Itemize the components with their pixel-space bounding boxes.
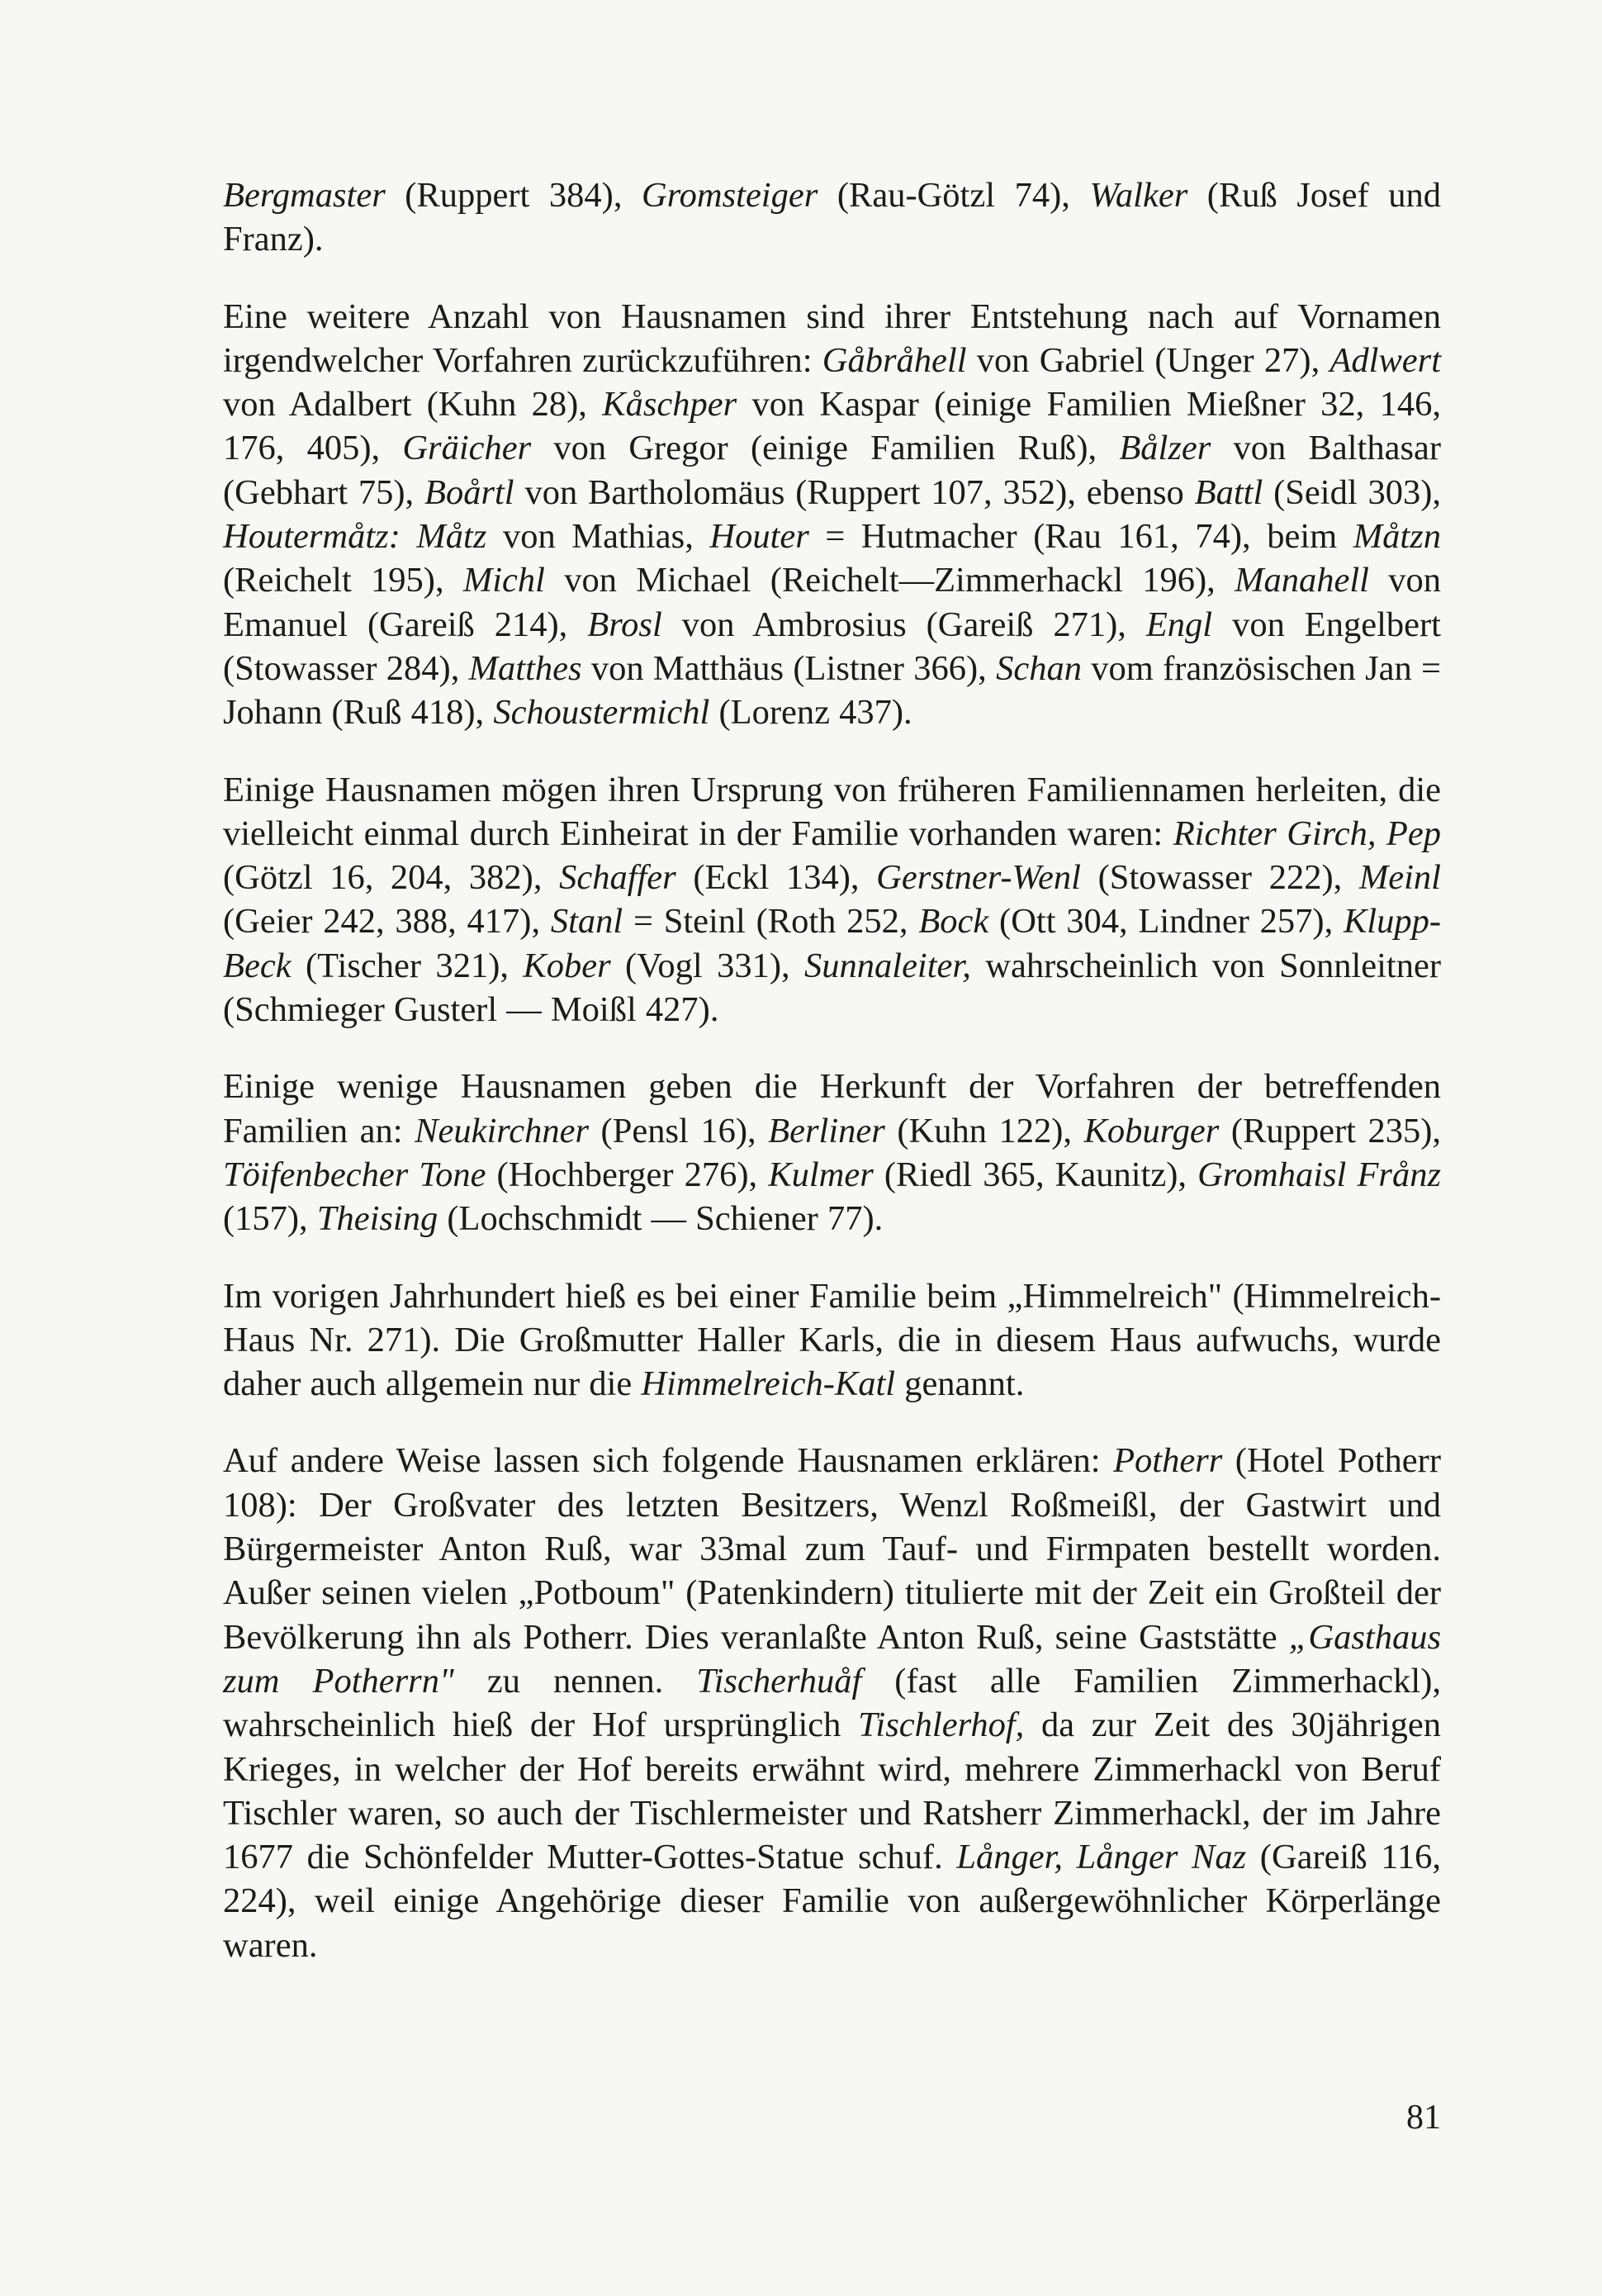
- text-run: von Kaspar (einige Familien Mießner 32, 146, 176, 405),: [223, 385, 1441, 468]
- text-run: Einige wenige Hausnamen geben die Herkunft der Vorfahren der betreffenden Familien an:: [223, 1067, 1441, 1150]
- text-run: von Michael (Reichelt—Zimmerhackl 196),: [544, 561, 1235, 600]
- text-run: Eine weitere Anzahl von Hausnamen sind ihrer Entstehung nach auf Vornamen irgendwelcher Vorfahren zurückzuführen:: [223, 296, 1441, 380]
- house-name: Klupp-Beck: [223, 902, 1442, 985]
- text-run: (Götzl 16, 204, 382),: [223, 858, 560, 898]
- house-name: Potherr: [1113, 1441, 1223, 1481]
- house-name: Tischlerhof,: [858, 1705, 1025, 1745]
- text-run: von Mathias,: [486, 517, 710, 557]
- house-name: Brosl: [587, 605, 662, 644]
- text-run: (Reichelt 195),: [223, 561, 463, 600]
- text-run: (Eckl 134),: [675, 858, 877, 898]
- paragraph-1: [223, 173, 1441, 262]
- text-run: von Ambrosius (Gareiß 271),: [661, 605, 1146, 644]
- page-number: 81: [1406, 2099, 1441, 2137]
- house-name: Gromsteiger: [642, 176, 818, 215]
- text-run: von Engelbert (Stowasser 284),: [223, 605, 1441, 688]
- house-name: Schaffer: [559, 858, 676, 898]
- house-name: Långer, Långer Naz: [956, 1838, 1247, 1877]
- text-run: = Steinl (Roth 252,: [623, 902, 919, 942]
- house-name: Matthes: [468, 648, 582, 688]
- text-run: von Gabriel (Unger 27),: [966, 340, 1330, 380]
- text-run: von Emanuel (Gareiß 214),: [223, 561, 1441, 644]
- house-name: Houter: [709, 517, 809, 557]
- text-run: von Bartholomäus (Ruppert 107, 352), ebenso: [514, 472, 1195, 512]
- text-run: (Riedl 365, Kaunitz),: [873, 1155, 1198, 1194]
- text-run: von Matthäus (Listner 366),: [581, 648, 997, 688]
- house-name: Engl: [1145, 605, 1213, 644]
- text-run: = Hutmacher (Rau 161, 74), beim: [808, 517, 1353, 557]
- house-name: Michl: [462, 561, 545, 600]
- text-run: (Lochschmidt — Schiener 77).: [438, 1199, 884, 1239]
- text-run: zu nennen.: [453, 1661, 697, 1701]
- text-run: (Vogl 331),: [610, 946, 805, 985]
- text-run: da zur Zeit des 30jährigen Krieges, in welcher der Hof bereits erwähnt wird, mehrere Zimmerhackl von Beruf Tischler waren, so auch der Tischlermeister und Ratsherr Zimmerhackl, der im Jahre 1677 die Schönfelder Mutter-Gottes-Statue schuf.: [223, 1705, 1442, 1877]
- house-name: Houtermåtz: Måtz: [223, 517, 487, 557]
- paragraph-4: [223, 1065, 1441, 1241]
- house-name: Bergmaster: [223, 176, 386, 215]
- text-run: (Pensl 16),: [589, 1111, 769, 1150]
- text-run: Im vorigen Jahrhundert hieß es bei einer Familie beim „Himmelreich" (Himmelreich-Haus Nr. 271). Die Großmutter Haller Karls, die in diesem Haus aufwuchs, wurde daher auch allgemein nur die: [223, 1276, 1441, 1404]
- paragraph-6: [223, 1439, 1441, 1967]
- text-run: (Ruppert 235),: [1219, 1111, 1441, 1150]
- house-name: Gräicher: [402, 429, 532, 468]
- text-run: (Seidl 303),: [1263, 472, 1441, 512]
- house-name: Bock: [918, 902, 989, 942]
- text-run: (Kuhn 122),: [884, 1111, 1084, 1150]
- text-run: (Geier 242, 388, 417),: [223, 902, 551, 942]
- house-name: Battl: [1194, 472, 1263, 512]
- house-name: Kober: [523, 946, 611, 985]
- house-name: Theising: [316, 1199, 438, 1239]
- house-name: Manahell: [1235, 561, 1369, 600]
- house-name: Adlwert: [1329, 340, 1441, 380]
- house-name: Berliner: [768, 1111, 885, 1150]
- house-name: Gromhaisl Frånz: [1197, 1155, 1441, 1194]
- text-run: (Ruß Josef und Franz).: [223, 176, 1441, 259]
- house-name: Sunnaleiter,: [804, 946, 971, 985]
- text-run: (Gareiß 116, 224), weil einige Angehörige dieser Familie von außergewöhnlicher Körperlänge waren.: [223, 1838, 1441, 1965]
- house-name: Walker: [1089, 176, 1188, 215]
- house-name: Schan: [996, 648, 1082, 688]
- house-name: Stanl: [550, 902, 623, 942]
- text-run: wahrscheinlich von Sonnleitner (Schmieger Gusterl — Moißl 427).: [223, 946, 1442, 1030]
- text-run: (Tischer 321),: [291, 946, 524, 985]
- text-run: Einige Hausnamen mögen ihren Ursprung von früheren Familiennamen herleiten, die vielleicht einmal durch Einheirat in der Familie vorhanden waren:: [223, 770, 1441, 853]
- text-run: (Lorenz 437).: [709, 693, 912, 733]
- house-name: Koburger: [1083, 1111, 1220, 1150]
- house-name: Töifenbecher Tone: [223, 1155, 486, 1194]
- text-run: (fast alle Familien Zimmerhackl), wahrscheinlich hieß der Hof ursprünglich: [223, 1661, 1442, 1745]
- house-name: Richter Girch, Pep: [1173, 814, 1441, 853]
- house-name: Kulmer: [768, 1155, 874, 1194]
- text-run: (157),: [223, 1199, 317, 1239]
- house-name: „Gasthaus zum Potherrn": [223, 1617, 1441, 1701]
- house-name: Schoustermichl: [493, 693, 710, 733]
- house-name: Neukirchner: [415, 1111, 589, 1150]
- text-run: von Adalbert (Kuhn 28),: [223, 385, 603, 425]
- text-run: genannt.: [895, 1364, 1025, 1404]
- text-run: (Stowasser 222),: [1080, 858, 1359, 898]
- house-name: Boårtl: [424, 472, 514, 512]
- house-name: Himmelreich-Katl: [641, 1364, 896, 1404]
- text-run: (Ott 304, Lindner 257),: [988, 902, 1344, 942]
- paragraph-3: [223, 768, 1441, 1032]
- text-run: vom französischen Jan = Johann (Ruß 418),: [223, 648, 1442, 733]
- text-run: Auf andere Weise lassen sich folgende Hausnamen erklären:: [223, 1441, 1114, 1481]
- house-name: Gerstner-Wenl: [876, 858, 1081, 898]
- text-run: (Hochberger 276),: [486, 1155, 769, 1194]
- paragraph-2: [223, 295, 1441, 735]
- book-page: [223, 173, 1441, 2255]
- house-name: Gåbråhell: [822, 340, 967, 380]
- house-name: Kåschper: [602, 385, 737, 425]
- house-name: Tischerhuåf: [696, 1661, 862, 1701]
- text-run: von Gregor (einige Familien Ruß),: [531, 429, 1120, 468]
- text-run: (Rau-Götzl 74),: [818, 176, 1090, 215]
- text-run: von Balthasar (Gebhart 75),: [223, 429, 1442, 512]
- house-name: Bålzer: [1119, 429, 1211, 468]
- paragraph-5: [223, 1274, 1441, 1407]
- text-run: (Ruppert 384),: [385, 176, 642, 215]
- house-name: Måtzn: [1353, 517, 1441, 557]
- text-run: (Hotel Potherr 108): Der Großvater des letzten Besitzers, Wenzl Roßmeißl, der Gastwirt und Bürgermeister Anton Ruß, war 33mal zum Tauf- und Firmpaten bestellt worden. Außer seinen vielen „Potboum" (Patenkindern) titulierte mit der Zeit ein Großteil der Bevölkerung ihn als Potherr. Dies veranlaßte Anton Ruß, seine Gaststätte: [223, 1441, 1441, 1657]
- house-name: Meinl: [1358, 858, 1441, 898]
